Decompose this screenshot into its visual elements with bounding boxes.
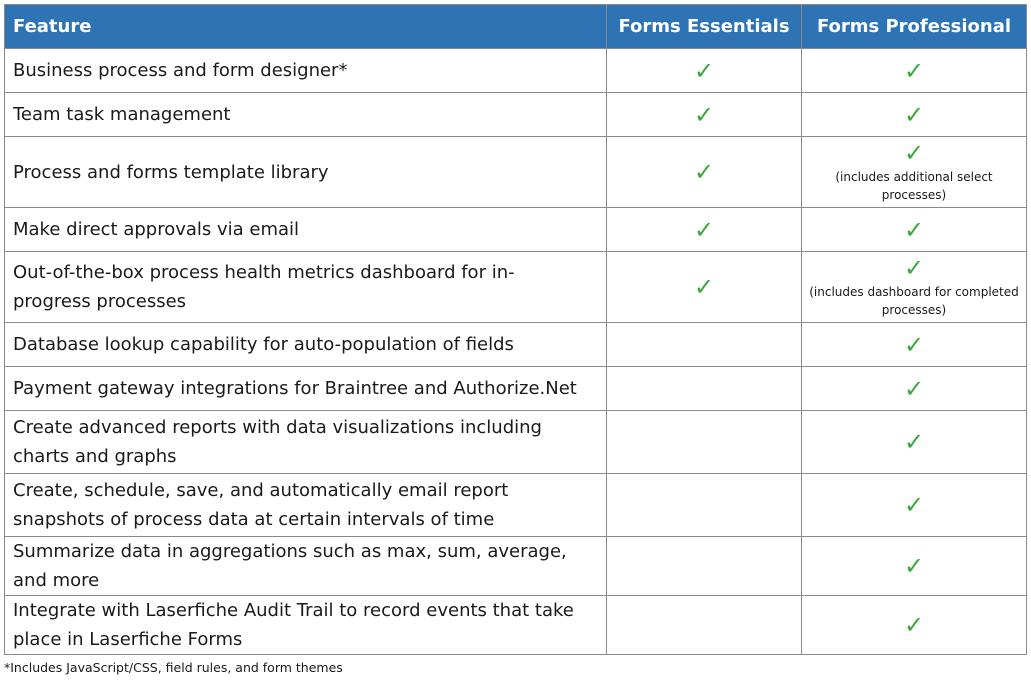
table-row — [5, 596, 1027, 655]
table-row — [5, 537, 1027, 596]
feature-cell: Out-of-the-box process health metrics dashboard for in- progress processes — [5, 252, 607, 323]
essentials-cell — [607, 252, 802, 323]
table-row — [5, 93, 1027, 137]
feature-cell: Create, schedule, save, and automatically email report snapshots of process data at certain intervals of time — [5, 474, 607, 537]
checkmark-icon: ✓ — [903, 56, 925, 85]
checkmark-icon: ✓ — [903, 552, 925, 580]
professional-cell — [802, 323, 1027, 367]
professional-cell — [802, 252, 1027, 323]
essentials-cell — [607, 49, 802, 93]
essentials-cell — [607, 411, 802, 474]
essentials-cell — [607, 474, 802, 537]
essentials-cell — [607, 323, 802, 367]
checkmark-icon: ✓ — [903, 428, 925, 456]
checkmark-icon: ✓ — [693, 100, 715, 129]
table-row — [5, 137, 1027, 208]
essentials-cell — [607, 367, 802, 411]
checkmark-icon: ✓ — [903, 374, 925, 403]
table-row — [5, 411, 1027, 474]
professional-cell — [802, 367, 1027, 411]
footnote: *Includes JavaScript/CSS, field rules, and form themes — [4, 660, 343, 675]
feature-cell: Database lookup capability for auto-population of fields — [5, 323, 607, 367]
header-row — [5, 5, 1027, 49]
checkmark-icon: ✓ — [903, 138, 925, 167]
checkmark-icon: ✓ — [903, 215, 925, 244]
checkmark-icon: ✓ — [903, 100, 925, 129]
essentials-cell — [607, 537, 802, 596]
checkmark-icon: ✓ — [693, 215, 715, 244]
feature-comparison-table — [4, 4, 1027, 655]
feature-cell: Team task management — [5, 93, 607, 137]
professional-cell — [802, 474, 1027, 537]
table-row — [5, 367, 1027, 411]
table-row — [5, 208, 1027, 252]
professional-note: (includes dashboard for completed processes) — [809, 284, 1019, 317]
table-row — [5, 49, 1027, 93]
checkmark-icon: ✓ — [903, 330, 925, 359]
feature-cell: Integrate with Laserfiche Audit Trail to record events that take place in Laserfiche Forms — [5, 596, 607, 655]
professional-cell — [802, 49, 1027, 93]
feature-cell: Process and forms template library — [5, 137, 607, 208]
feature-cell: Payment gateway integrations for Braintree and Authorize.Net — [5, 367, 607, 411]
checkmark-icon: ✓ — [903, 253, 925, 282]
essentials-cell — [607, 596, 802, 655]
professional-cell — [802, 137, 1027, 208]
feature-cell: Create advanced reports with data visualizations including charts and graphs — [5, 411, 607, 474]
table-row — [5, 252, 1027, 323]
feature-cell: Make direct approvals via email — [5, 208, 607, 252]
table-row — [5, 323, 1027, 367]
professional-note: (includes additional select processes) — [835, 169, 993, 202]
professional-cell — [802, 411, 1027, 474]
checkmark-icon: ✓ — [693, 158, 715, 186]
professional-cell — [802, 93, 1027, 137]
checkmark-icon: ✓ — [693, 273, 715, 301]
header-forms-essentials: Forms Essentials — [607, 5, 802, 49]
essentials-cell — [607, 93, 802, 137]
professional-cell — [802, 208, 1027, 252]
professional-cell — [802, 596, 1027, 655]
essentials-cell — [607, 137, 802, 208]
feature-cell: Business process and form designer* — [5, 49, 607, 93]
feature-cell: Summarize data in aggregations such as max, sum, average, and more — [5, 537, 607, 596]
checkmark-icon: ✓ — [903, 611, 925, 639]
header-forms-professional: Forms Professional — [802, 5, 1027, 49]
header-feature: Feature — [5, 5, 607, 49]
professional-cell — [802, 537, 1027, 596]
checkmark-icon: ✓ — [903, 491, 925, 519]
checkmark-icon: ✓ — [693, 56, 715, 85]
table-row — [5, 474, 1027, 537]
essentials-cell — [607, 208, 802, 252]
